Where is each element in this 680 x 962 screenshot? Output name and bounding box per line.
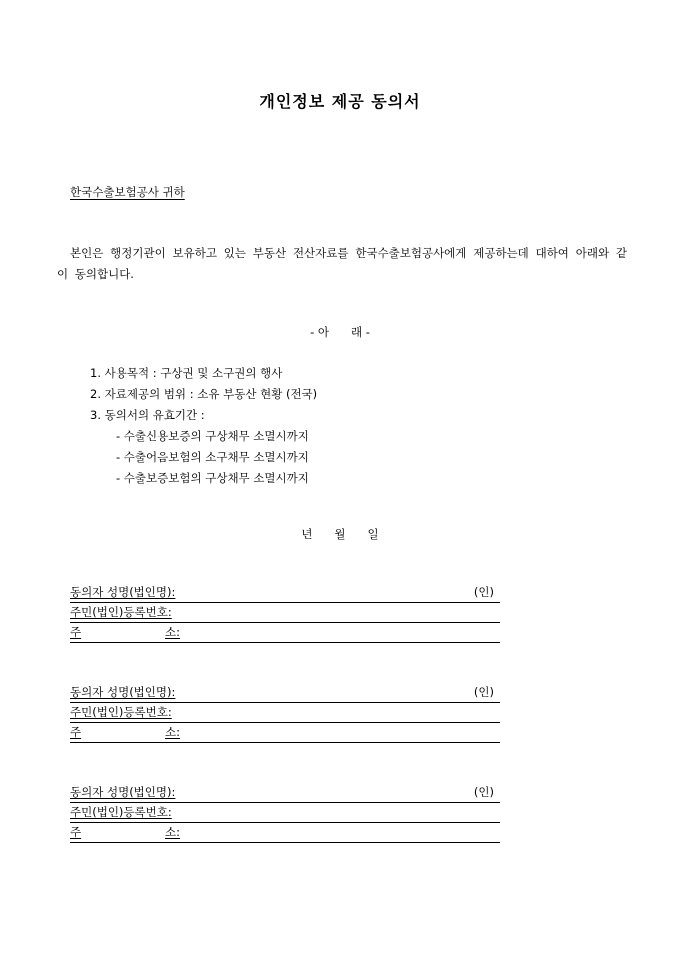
address-label xyxy=(70,823,180,841)
address-label-part: 주 xyxy=(70,625,82,639)
validity-sub-item: - 수출신용보증의 구상채무 소멸시까지 xyxy=(116,429,309,443)
address-label xyxy=(70,723,180,741)
registration-line[interactable] xyxy=(70,603,500,623)
address-line[interactable] xyxy=(70,823,500,843)
validity-sub-item: - 수출어음보험의 소구채무 소멸시까지 xyxy=(116,450,309,464)
signature-block-2 xyxy=(70,683,500,743)
registration-line[interactable] xyxy=(70,703,500,723)
address-line[interactable] xyxy=(70,623,500,643)
seal-mark: (인) xyxy=(473,785,494,799)
consent-statement: 본인은 행정기관이 보유하고 있는 부동산 전산자료를 한국수출보험공사에게 제공하는데 대하여 아래와 같이 동의합니다. xyxy=(57,246,627,281)
registration-label: 주민(법인)등록번호: xyxy=(70,605,172,619)
registration-line[interactable] xyxy=(70,803,500,823)
name-line[interactable] xyxy=(70,583,500,603)
consent-items xyxy=(90,363,317,489)
item-scope: 2. 자료제공의 범위 : 소유 부동산 현황 (전국) xyxy=(90,387,318,401)
address-label-part: 주 xyxy=(70,825,82,839)
address-label-part: 소: xyxy=(165,625,180,639)
address-label-part: 소: xyxy=(165,825,180,839)
registration-label: 주민(법인)등록번호: xyxy=(70,805,172,819)
signature-block-3 xyxy=(70,783,500,843)
address-label-part: 소: xyxy=(165,725,180,739)
name-line[interactable] xyxy=(70,683,500,703)
registration-label: 주민(법인)등록번호: xyxy=(70,705,172,719)
item-validity: 3. 동의서의 유효기간 : xyxy=(90,408,205,422)
address-label xyxy=(70,623,180,641)
name-line[interactable] xyxy=(70,783,500,803)
name-label: 동의자 성명(법인명): xyxy=(70,585,176,599)
page-title: 개인정보 제공 동의서 xyxy=(259,92,421,111)
name-label: 동의자 성명(법인명): xyxy=(70,685,176,699)
validity-sub-item: - 수출보증보험의 구상채무 소멸시까지 xyxy=(116,471,309,485)
section-heading: - 아 래 - xyxy=(310,325,370,339)
date-line: 년 월 일 xyxy=(301,527,379,541)
seal-mark: (인) xyxy=(473,585,494,599)
address-line[interactable] xyxy=(70,723,500,743)
signature-block-1 xyxy=(70,583,500,643)
addressee: 한국수출보험공사 귀하 xyxy=(70,185,185,199)
name-label: 동의자 성명(법인명): xyxy=(70,785,176,799)
item-purpose: 1. 사용목적 : 구상권 및 소구권의 행사 xyxy=(90,366,283,380)
seal-mark: (인) xyxy=(473,685,494,699)
address-label-part: 주 xyxy=(70,725,82,739)
